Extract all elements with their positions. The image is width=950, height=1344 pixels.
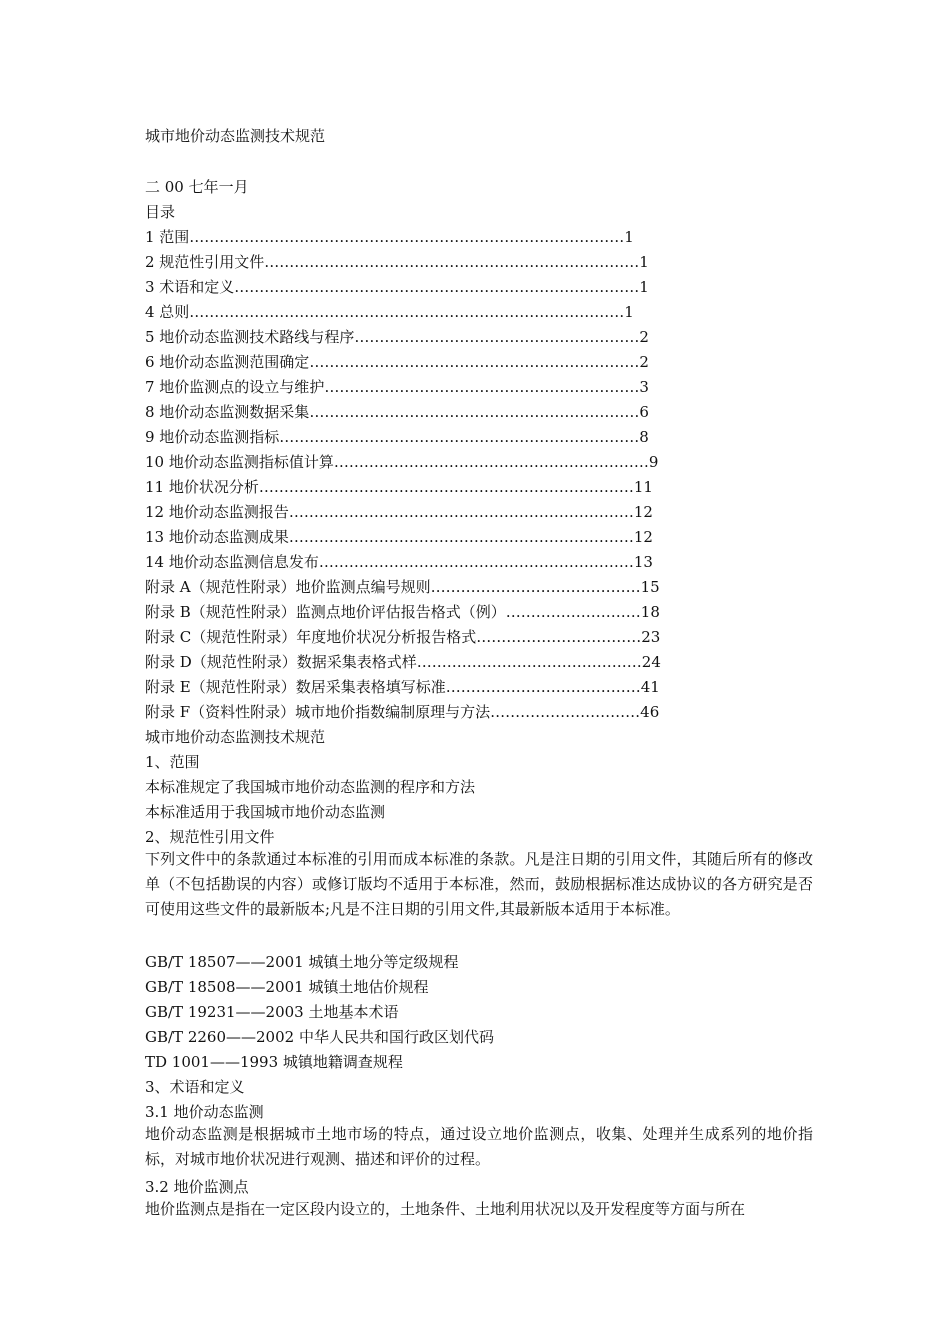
toc-entry: 3 术语和定义………………………………………………………………………1 [145,278,649,296]
body-title: 城市地价动态监测技术规范 [145,728,326,746]
toc-entry: 14 地价动态监测信息发布………………………………………………………13 [145,553,653,571]
section-1-paragraph-2: 本标准适用于我国城市地价动态监测 [145,803,386,821]
toc-entry: 1 范围……………………………………………………………………………1 [145,228,634,246]
toc-heading: 目录 [145,203,176,221]
toc-entry: 8 地价动态监测数据采集…………………………………………………………6 [145,403,649,421]
toc-entry: 6 地价动态监测范围确定…………………………………………………………2 [145,353,649,371]
reference-item: GB/T 2260——2002 中华人民共和国行政区划代码 [145,1028,494,1046]
subsection-3-2-paragraph: 地价监测点是指在一定区段内设立的，土地条件、土地利用状况以及开发程度等方面与所在 [145,1200,746,1218]
section-2-paragraph: 下列文件中的条款通过本标准的引用而成本标准的条款。凡是注日期的引用文件，其随后所有的修改单（不包括勘误的内容）或修订版均不适用于本标准，然而，鼓励根据标准达成协议的各方研究是否可使用这些文件的最新版本;凡是不注日期的引用文件,其最新版本适用于本标准。 [145,850,813,918]
toc-entry: 附录 D（规范性附录）数据采集表格式样………………………………………24 [145,653,661,671]
subsection-heading-3-1: 3.1 地价动态监测 [145,1103,264,1121]
cover-title: 城市地价动态监测技术规范 [145,127,326,145]
section-heading-3: 3、术语和定义 [145,1078,245,1096]
reference-item: GB/T 19231——2003 土地基本术语 [145,1003,399,1021]
section-1-paragraph-1: 本标准规定了我国城市地价动态监测的程序和方法 [145,778,476,796]
toc-entry: 附录 F（资料性附录）城市地价指数编制原理与方法…………………………46 [145,703,660,721]
section-heading-2: 2、规范性引用文件 [145,828,275,846]
reference-item: GB/T 18508——2001 城镇土地估价规程 [145,978,429,996]
toc-entry: 附录 A（规范性附录）地价监测点编号规则……………………………………15 [145,578,660,596]
toc-entry: 9 地价动态监测指标………………………………………………………………8 [145,428,649,446]
subsection-heading-3-2: 3.2 地价监测点 [145,1178,249,1196]
toc-entry: 附录 C（规范性附录）年度地价状况分析报告格式……………………………23 [145,628,661,646]
reference-item: GB/T 18507——2001 城镇土地分等定级规程 [145,953,459,971]
toc-entry: 11 地价状况分析…………………………………………………………………11 [145,478,653,496]
toc-entry: 13 地价动态监测成果……………………………………………………………12 [145,528,653,546]
toc-entry: 2 规范性引用文件…………………………………………………………………1 [145,253,649,271]
document-date: 二 00 七年一月 [145,178,249,196]
toc-entry: 10 地价动态监测指标值计算………………………………………………………9 [145,453,659,471]
toc-entry: 12 地价动态监测报告……………………………………………………………12 [145,503,653,521]
subsection-3-1-paragraph: 地价动态监测是根据城市土地市场的特点，通过设立地价监测点，收集、处理并生成系列的地价指标，对城市地价状况进行观测、描述和评价的过程。 [145,1125,813,1168]
reference-item: TD 1001——1993 城镇地籍调查规程 [145,1053,403,1071]
toc-entry: 附录 B（规范性附录）监测点地价评估报告格式（例）………………………18 [145,603,660,621]
toc-entry: 7 地价监测点的设立与维护………………………………………………………3 [145,378,649,396]
section-heading-1: 1、范围 [145,753,200,771]
toc-entry: 附录 E（规范性附录）数居采集表格填写标准…………………………………41 [145,678,660,696]
toc-entry: 4 总则……………………………………………………………………………1 [145,303,634,321]
toc-entry: 5 地价动态监测技术路线与程序…………………………………………………2 [145,328,649,346]
